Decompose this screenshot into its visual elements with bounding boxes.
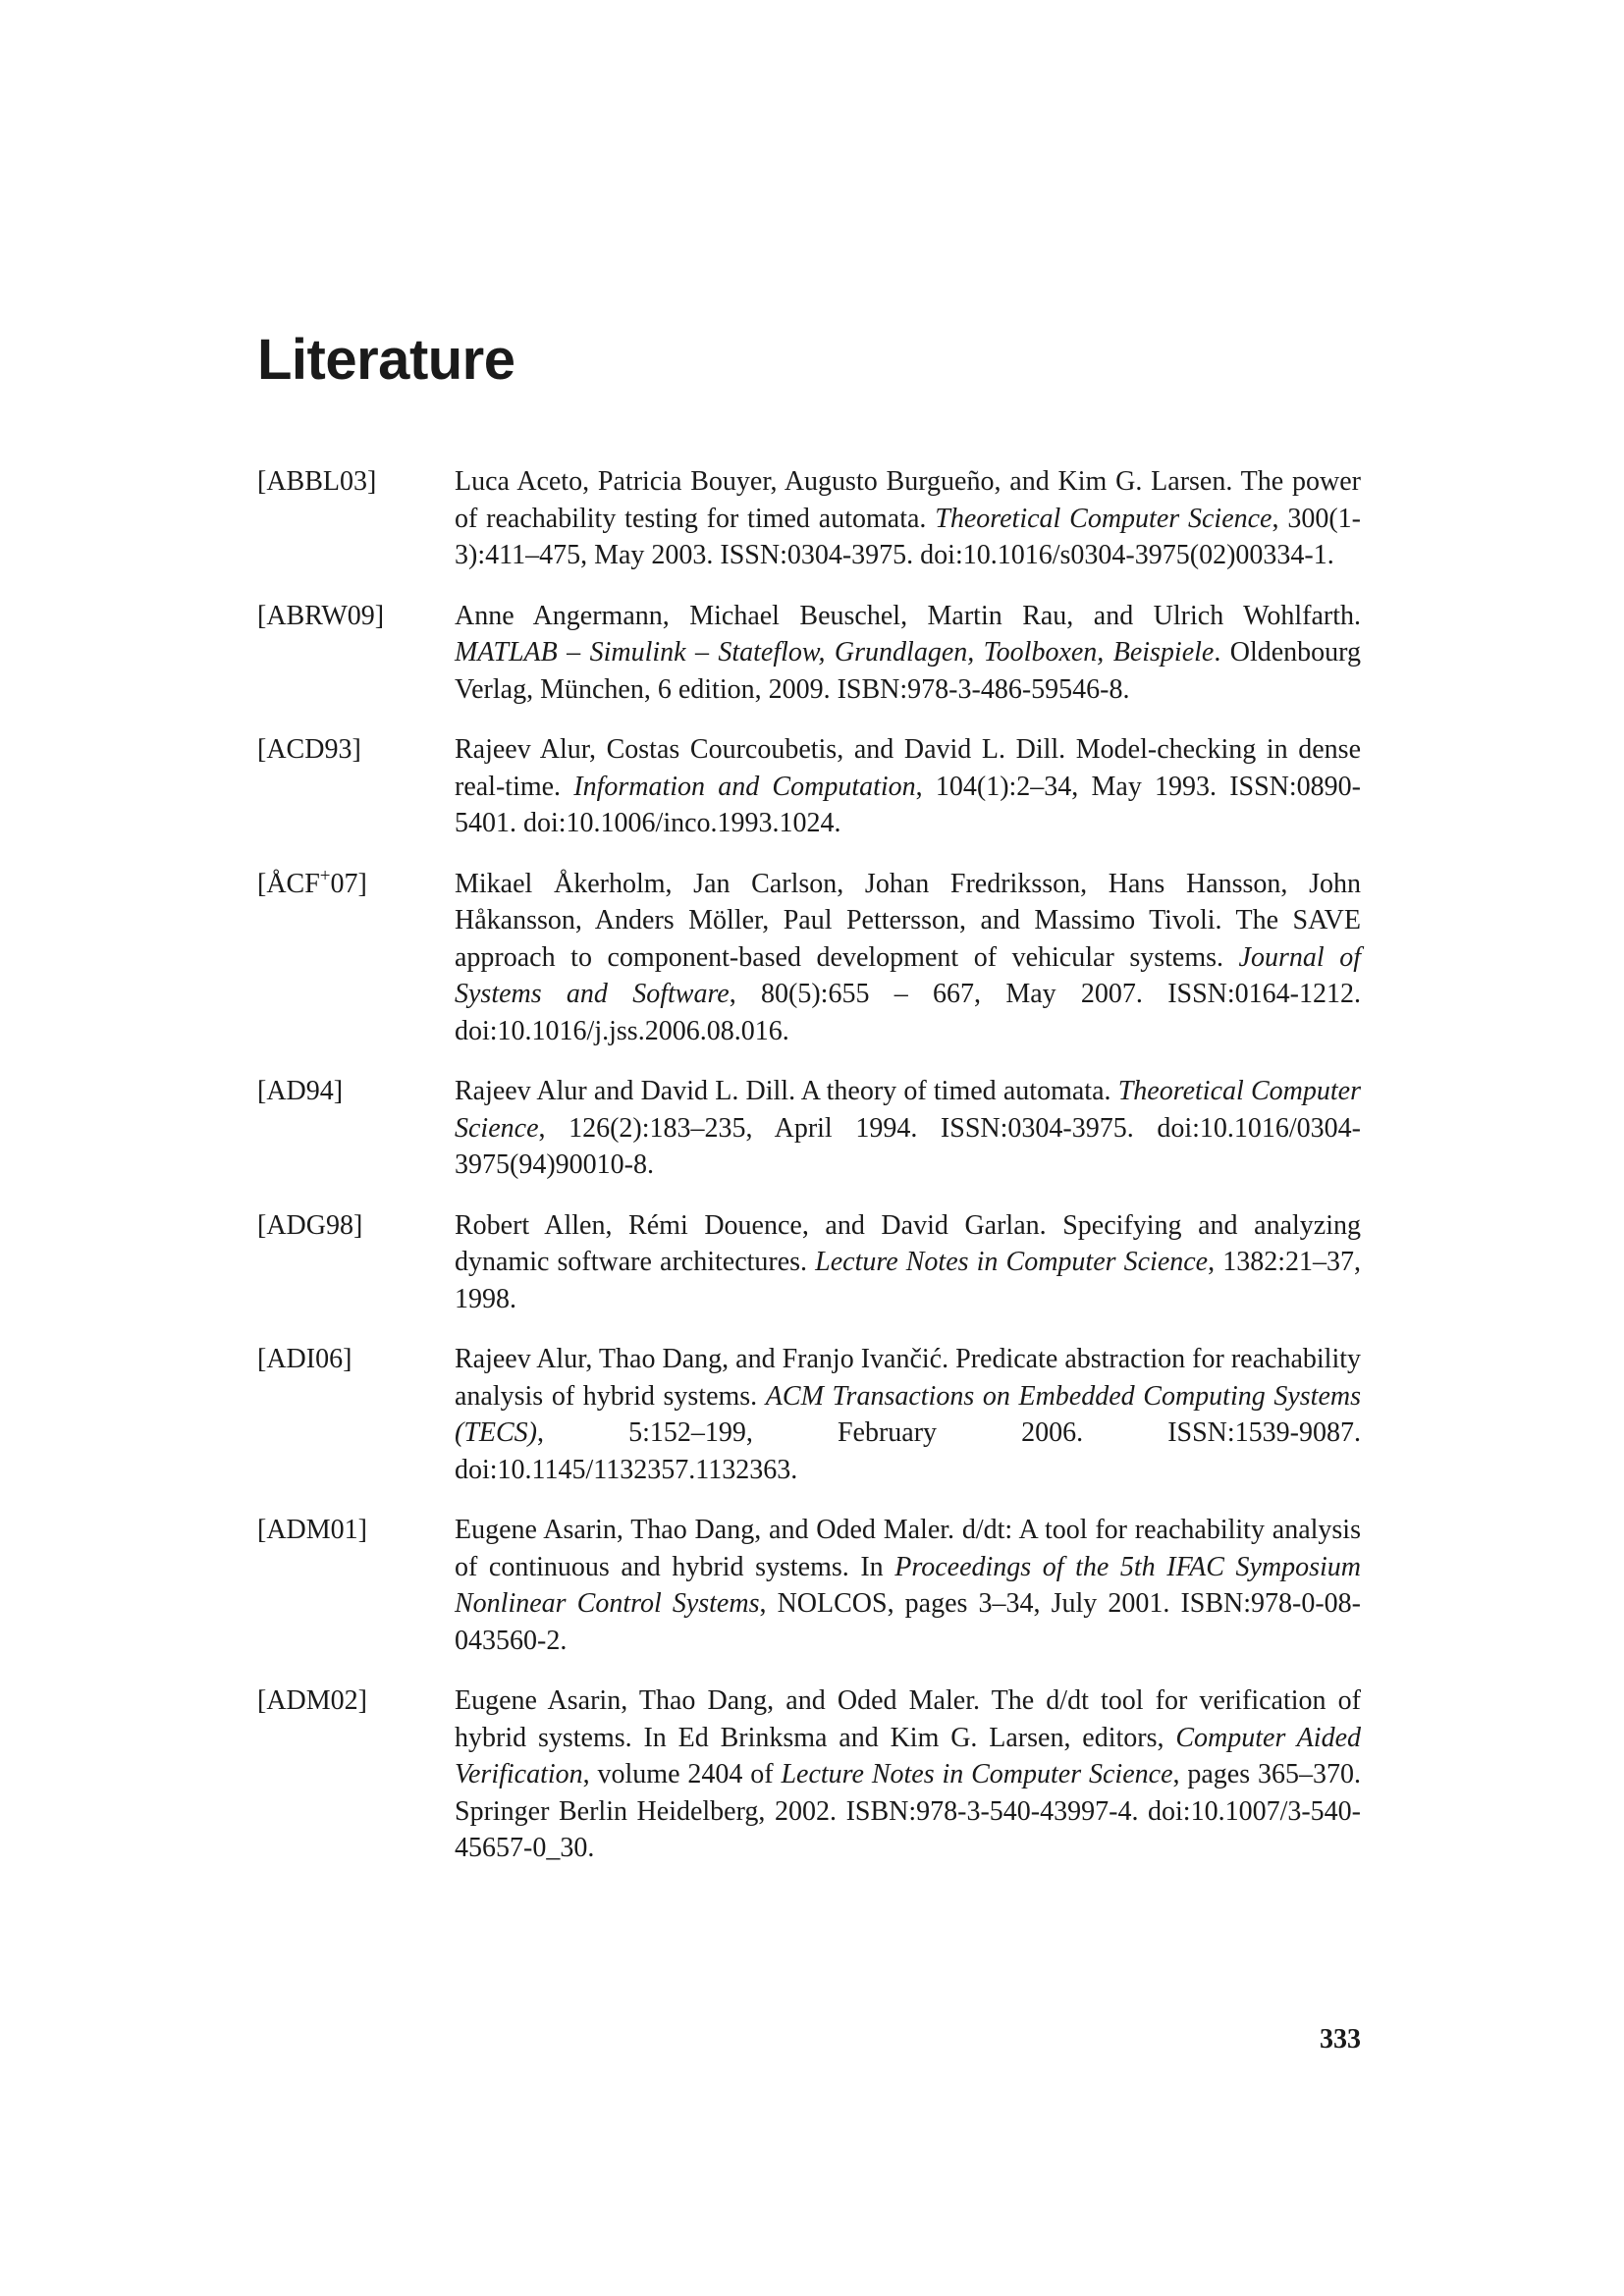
reference-text-segment: , 104(1):2–34, May 1993. ISSN:0890-5401. doi:10.1006/inco.1993.1024. [455,771,1362,838]
page-title: Literature [257,328,515,392]
reference-key-text: [ABBL03] [257,466,377,497]
reference-text-segment: , 5:152–199, February 2006. ISSN:1539-9087. doi:10.1145/1132357.1132363. [455,1417,1361,1485]
reference-entry [257,1073,1361,1184]
reference-text [455,1512,1361,1659]
reference-text-segment: Robert Allen, Rémi Douence, and David Garlan. Specifying and analyzing dynamic software architectures. [455,1209,1361,1277]
reference-text [455,866,1361,1050]
reference-entry [257,731,1361,842]
reference-venue-italic: Journal of Systems and Software [455,941,1361,1009]
reference-key-text: [AD94] [257,1076,344,1106]
reference-key [257,463,455,574]
reference-venue-italic: Information and Computation [573,771,916,802]
reference-key-text: [ÅCF [257,868,320,899]
reference-key [257,598,455,709]
reference-entry [257,598,1361,709]
reference-text-segment: , 1382:21–37, 1998. [455,1247,1362,1314]
reference-text-segment: Rajeev Alur, Costas Courcoubetis, and David L. Dill. Model-checking in dense real-time. [455,734,1361,802]
reference-venue-italic: Theoretical Computer Science [935,503,1272,534]
reference-key [257,866,455,1050]
reference-venue-italic: Proceedings of the 5th IFAC Symposium Nonlinear Control Systems [455,1551,1361,1619]
reference-text-segment: . Oldenbourg Verlag, München, 6 edition, 2009. ISBN:978-3-486-59546-8. [455,637,1362,705]
reference-text-segment: , 126(2):183–235, April 1994. ISSN:0304-3975. doi:10.1016/0304-3975(94)90010-8. [455,1112,1361,1180]
reference-text-segment: , pages 365–370. Springer Berlin Heidelberg, 2002. ISBN:978-3-540-43997-4. doi:10.1007/3-540-45657-0_30. [455,1759,1361,1863]
reference-text-segment: , NOLCOS, pages 3–34, July 2001. ISBN:978-0-08-043560-2. [455,1588,1361,1656]
reference-venue-italic: Computer Aided Verification [455,1722,1361,1789]
reference-text-segment: , 300(1-3):411–475, May 2003. ISSN:0304-3975. doi:10.1016/s0304-3975(02)00334-1. [455,503,1361,570]
reference-text-segment: Anne Angermann, Michael Beuschel, Martin Rau, and Ulrich Wohlfarth. [455,600,1361,631]
reference-key [257,1341,455,1488]
reference-text [455,1207,1361,1318]
reference-text-segment: Rajeev Alur, Thao Dang, and Franjo Ivančić. Predicate abstraction for reachability analysis of hybrid systems. [455,1344,1361,1412]
reference-key [257,1682,455,1867]
reference-text-segment: Mikael Åkerholm, Jan Carlson, Johan Fredriksson, Hans Hansson, John Håkansson, Anders Möller, Paul Pettersson, and Massimo Tivoli. The SAVE approach to component-based development of vehicular systems. [455,868,1361,973]
reference-text-segment: , 80(5):655 – 667, May 2007. ISSN:0164-1212. doi:10.1016/j.jss.2006.08.016. [455,979,1362,1046]
reference-entry [257,463,1361,574]
reference-text-segment: Rajeev Alur and David L. Dill. A theory of timed automata. [455,1076,1118,1106]
reference-key [257,1073,455,1184]
reference-entry [257,1207,1361,1318]
reference-venue-italic: Theoretical Computer Science [455,1076,1361,1144]
reference-text [455,1682,1361,1867]
reference-entry [257,1512,1361,1659]
reference-venue-italic: Lecture Notes in Computer Science [781,1759,1173,1789]
reference-text-segment: Luca Aceto, Patricia Bouyer, Augusto Burgueño, and Kim G. Larsen. The power of reachability testing for timed automata. [455,466,1361,534]
reference-text [455,463,1361,574]
reference-key-suffix: 07] [330,868,367,899]
reference-entry [257,1682,1361,1867]
reference-key [257,1207,455,1318]
reference-text [455,731,1361,842]
reference-text-segment: Eugene Asarin, Thao Dang, and Oded Maler. The d/dt tool for verification of hybrid systems. In Ed Brinksma and Kim G. Larsen, editors, [455,1685,1361,1753]
reference-key [257,1512,455,1659]
reference-text [455,1341,1361,1488]
reference-venue-italic: MATLAB – Simulink – Stateflow, Grundlagen, Toolboxen, Beispiele [455,637,1215,667]
reference-key-text: [ACD93] [257,734,361,765]
reference-text [455,1073,1361,1184]
reference-text-segment: Eugene Asarin, Thao Dang, and Oded Maler. d/dt: A tool for reachability analysis of continuous and hybrid systems. In [455,1515,1361,1582]
reference-entry [257,866,1361,1050]
reference-text-segment: , volume 2404 of [582,1759,782,1789]
page-number: 333 [1320,2024,1361,2055]
reference-key-text: [ADG98] [257,1209,363,1241]
reference-venue-italic: Lecture Notes in Computer Science [815,1247,1209,1277]
reference-list [257,463,1361,1891]
reference-key-text: [ABRW09] [257,600,385,631]
reference-key [257,731,455,842]
reference-key-text: [ADM02] [257,1685,367,1716]
reference-venue-italic: ACM Transactions on Embedded Computing Systems (TECS) [455,1380,1361,1448]
reference-key-superscript: + [319,865,331,886]
reference-key-text: [ADI06] [257,1344,352,1374]
reference-key-text: [ADM01] [257,1515,367,1545]
reference-entry [257,1341,1361,1488]
reference-text [455,598,1361,709]
